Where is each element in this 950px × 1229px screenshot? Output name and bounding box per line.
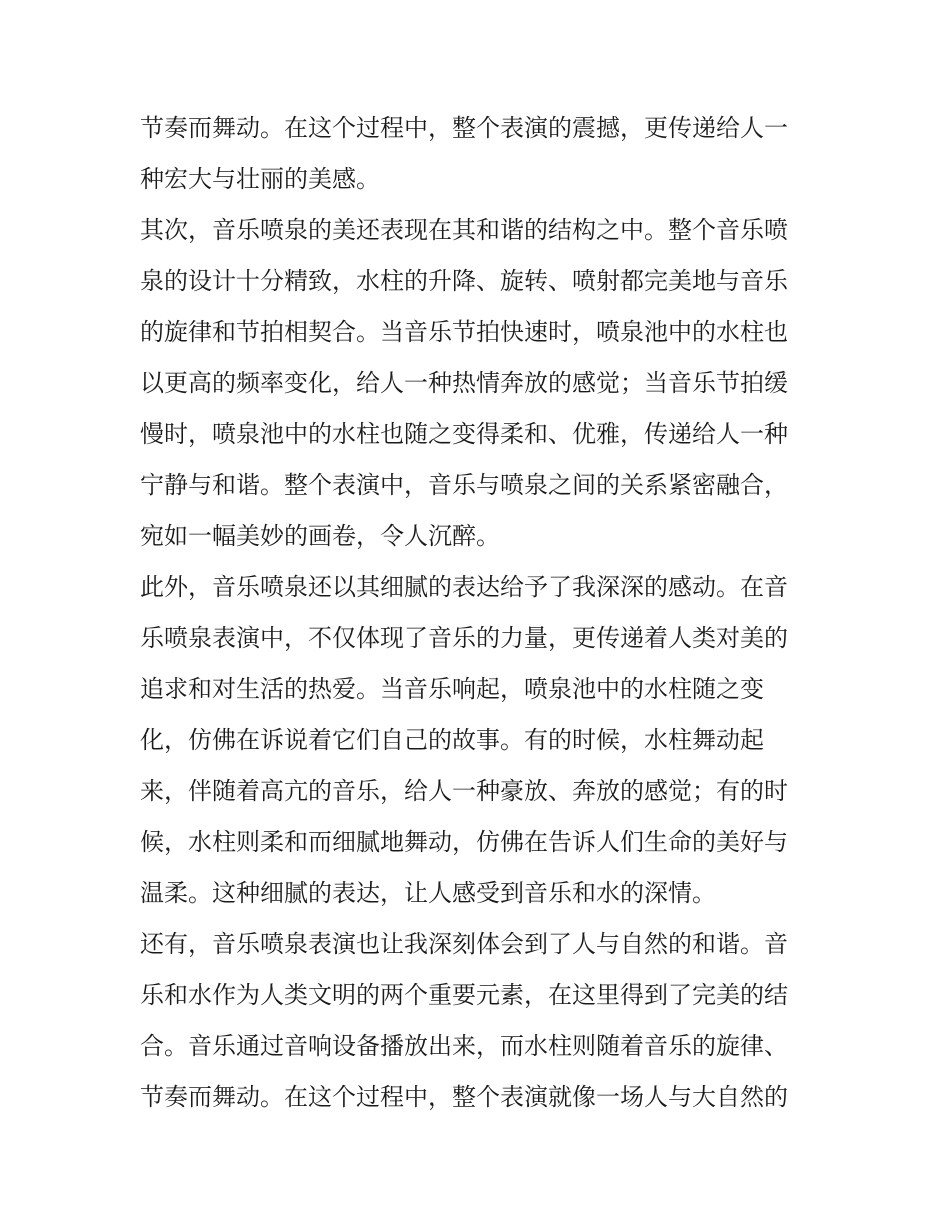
text-line: 还有，音乐喷泉表演也让我深刻体会到了人与自然的和谐。音: [140, 930, 788, 958]
text-line: 追求和对生活的热爱。当音乐响起，喷泉池中的水柱随之变: [140, 675, 764, 703]
text-line: 宛如一幅美妙的画卷，令人沉醉。: [140, 522, 500, 550]
text-line: 合。音乐通过音响设备播放出来，而水柱则随着音乐的旋律、: [140, 1032, 788, 1060]
document-body: [140, 103, 812, 1123]
text-line: 慢时，喷泉池中的水柱也随之变得柔和、优雅，传递给人一种: [140, 420, 788, 448]
text-line: 其次，音乐喷泉的美还表现在其和谐的结构之中。整个音乐喷: [140, 216, 788, 244]
text-line: 候，水柱则柔和而细腻地舞动，仿佛在告诉人们生命的美好与: [140, 828, 788, 856]
text-line: 此外，音乐喷泉还以其细腻的表达给予了我深深的感动。在音: [140, 573, 788, 601]
text-line: 泉的设计十分精致，水柱的升降、旋转、喷射都完美地与音乐: [140, 267, 788, 295]
text-line: 化，仿佛在诉说着它们自己的故事。有的时候，水柱舞动起: [140, 726, 764, 754]
text-line: 节奏而舞动。在这个过程中，整个表演就像一场人与大自然的: [140, 1083, 788, 1111]
text-line: 宁静与和谐。整个表演中，音乐与喷泉之间的关系紧密融合，: [140, 471, 788, 499]
text-line: 的旋律和节拍相契合。当音乐节拍快速时，喷泉池中的水柱也: [140, 318, 788, 346]
text-line: 乐喷泉表演中，不仅体现了音乐的力量，更传递着人类对美的: [140, 624, 788, 652]
text-line: 节奏而舞动。在这个过程中，整个表演的震撼，更传递给人一: [140, 114, 788, 142]
text-line: 温柔。这种细腻的表达，让人感受到音乐和水的深情。: [140, 879, 716, 907]
text-line: 乐和水作为人类文明的两个重要元素，在这里得到了完美的结: [140, 981, 788, 1009]
text-line: 以更高的频率变化，给人一种热情奔放的感觉；当音乐节拍缓: [140, 369, 788, 397]
text-line: 种宏大与壮丽的美感。: [140, 165, 380, 193]
text-line: 来，伴随着高亢的音乐，给人一种豪放、奔放的感觉；有的时: [140, 777, 788, 805]
